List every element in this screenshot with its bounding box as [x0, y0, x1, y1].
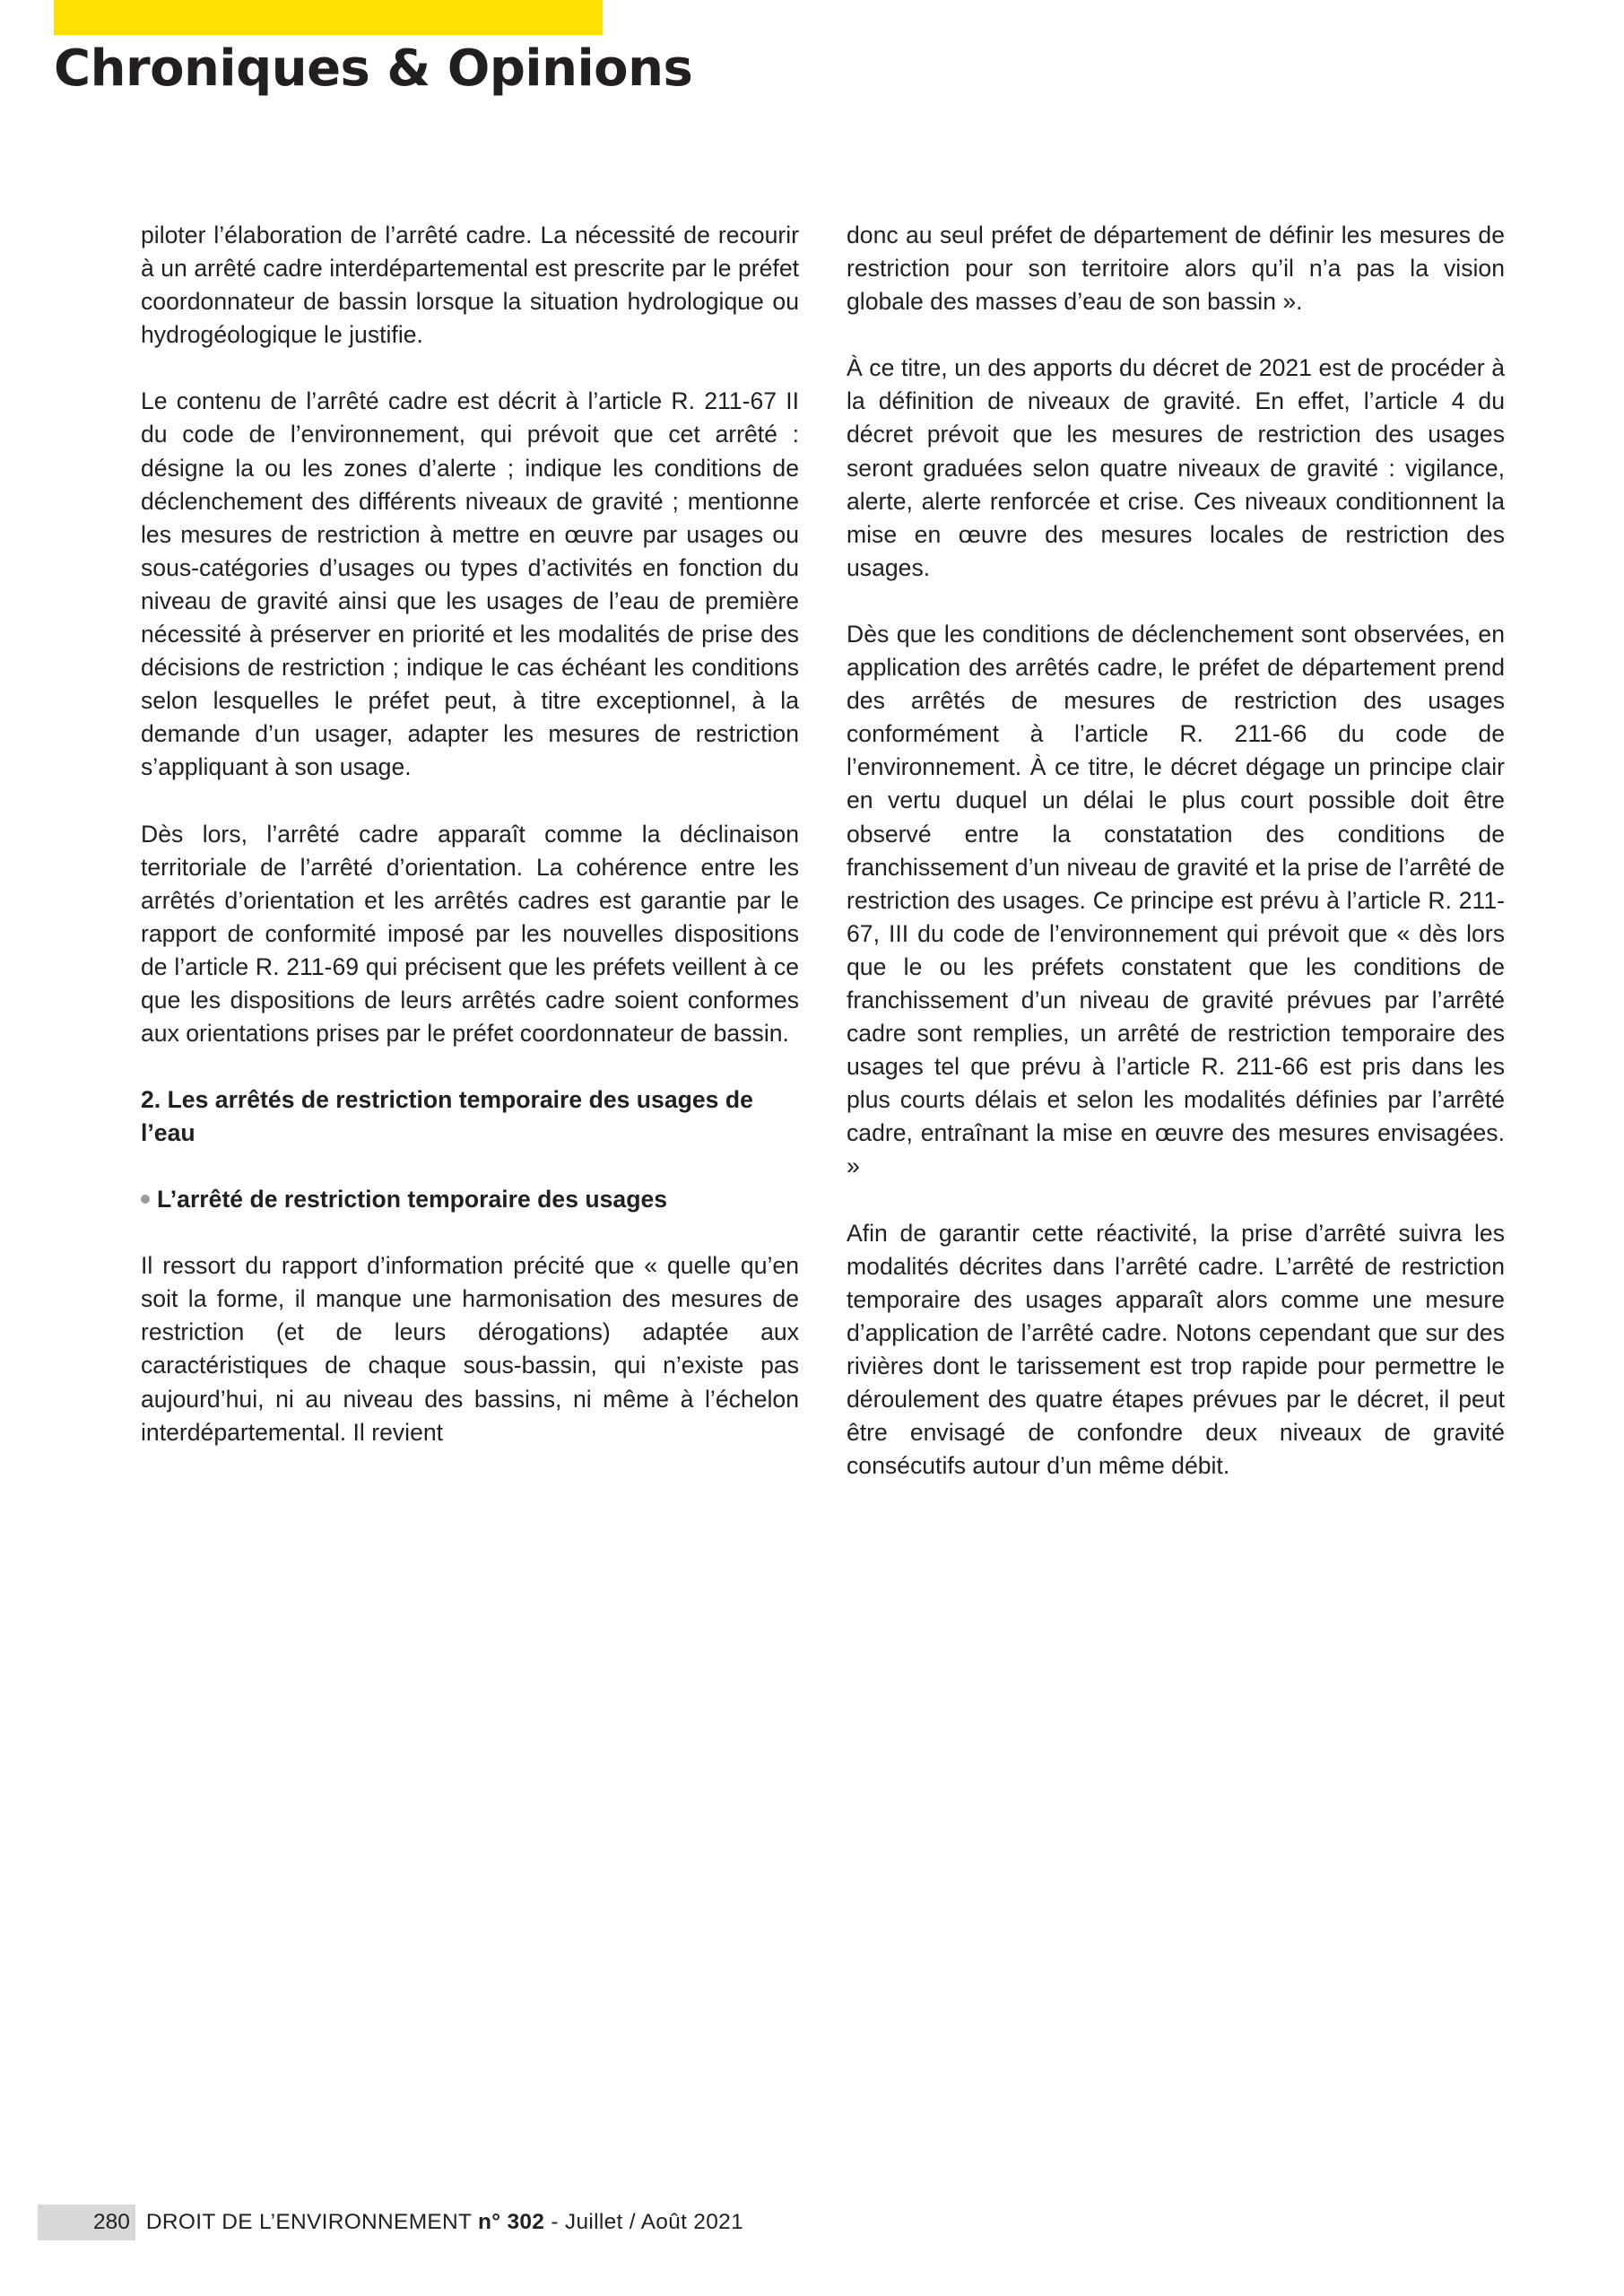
- paragraph: donc au seul préfet de département de définir les mesures de restriction pour son territoire alors qu’il n’a pas la vision globale des masses d’eau de son bassin ».: [847, 222, 1505, 316]
- paragraph: Afin de garantir cette réactivité, la prise d’arrêté suivra les modalités décrites dans l’arrêté cadre. L’arrêté de restriction temporaire des usages apparaît alors comme une mesure d’application de l’arrêté cadre. Notons cependant que sur des rivières dont le tarissement est trop rapide pour permettre le déroulement des quatre étapes prévues par le décret, il peut être envisagé de confondre deux niveaux de gravité consécutifs autour d’un même débit.: [847, 1219, 1505, 1480]
- journal-citation: [135, 2210, 743, 2235]
- paragraph: Le contenu de l’arrêté cadre est décrit à l’article R. 211-67 II du code de l’environnement, qui prévoit que cet arrêté : désigne la ou les zones d’alerte ; indique les conditions de déclenchement des différents niveaux de gravité ; mentionne les mesures de restriction à mettre en œuvre par usages ou sous-catégories d’usages ou types d’activités en fonction du niveau de gravité ainsi que les usages de l’eau de première nécessité à préserver en priorité et les modalités de prise des décisions de restriction ; indique le cas échéant les conditions selon lesquelles le préfet peut, à titre exceptionnel, à la demande d’un usager, adapter les mesures de restriction s’appliquant à son usage.: [141, 387, 799, 781]
- section-title: Chroniques & Opinions: [54, 39, 693, 98]
- paragraph: Dès que les conditions de déclenchement sont observées, en application des arrêtés cadre, le préfet de département prend des arrêtés de mesures de restriction des usages conformément à l’article R. 211-66 du code de l’environnement. À ce titre, le décret dégage un principe clair en vertu duquel un délai le plus court possible doit être observé entre la constatation des conditions de franchissement d’un niveau de gravité et la prise de l’arrêté de restriction des usages. Ce principe est prévu à l’article R. 211-67, III du code de l’environnement qui prévoit que « dès lors que le ou les préfets constatent que les conditions de franchissement d’un niveau de gravité prévues par l’arrêté cadre sont remplies, un arrêté de restriction temporaire des usages tel que prévu à l’article R. 211-66 est pris dans les plus courts délais et selon les modalités définies par l’arrêté cadre, entraînant la mise en œuvre des mesures envisagées. »: [847, 620, 1505, 1180]
- journal-name: DROIT DE L’ENVIRONNEMENT: [145, 2210, 472, 2234]
- issue-number: n° 302: [477, 2210, 545, 2234]
- page-number-box: [38, 2205, 135, 2240]
- page-footer: [38, 2205, 743, 2240]
- section-heading: 2. Les arrêtés de restriction temporaire des usages de l’eau: [141, 1086, 753, 1147]
- page-number: 280: [93, 2210, 130, 2234]
- right-column: [847, 219, 1505, 1516]
- paragraph: Il ressort du rapport d’information précité que « quelle qu’en soit la forme, il manque une harmonisation des mesures de restriction (et de leurs dérogations) adaptée aux caractéristiques de chaque sous-bassin, qui n’existe pas aujourd’hui, ni au niveau des bassins, ni même à l’échelon interdépartemental. Il revient: [141, 1252, 799, 1446]
- subsection-heading-text: L’arrêté de restriction temporaire des usages: [157, 1186, 668, 1213]
- issue-date: - Juillet / Août 2021: [551, 2210, 744, 2234]
- header-accent-bar: [54, 0, 603, 35]
- bullet-icon: [141, 1195, 150, 1204]
- paragraph: À ce titre, un des apports du décret de 2021 est de procéder à la définition de niveaux de gravité. En effet, l’article 4 du décret prévoit que les mesures de restriction des usages seront graduées selon quatre niveaux de gravité : vigilance, alerte, alerte renforcée et crise. Ces niveaux conditionnent la mise en œuvre des mesures locales de restriction des usages.: [847, 354, 1505, 581]
- left-column: [141, 219, 799, 1483]
- paragraph: Dès lors, l’arrêté cadre apparaît comme la déclinaison territoriale de l’arrêté d’orientation. La cohérence entre les arrêtés d’orientation et les arrêtés cadres est garantie par le rapport de conformité imposé par les nouvelles dispositions de l’article R. 211-69 qui précisent que les préfets veillent à ce que les dispositions de leurs arrêtés cadre soient conformes aux orientations prises par le préfet coordonnateur de bassin.: [141, 820, 799, 1048]
- subsection-heading: [141, 1183, 799, 1216]
- paragraph: piloter l’élaboration de l’arrêté cadre. La nécessité de recourir à un arrêté cadre interdépartemental est prescrite par le préfet coordonnateur de bassin lorsque la situation hydrologique ou hydrogéologique le justifie.: [141, 222, 799, 349]
